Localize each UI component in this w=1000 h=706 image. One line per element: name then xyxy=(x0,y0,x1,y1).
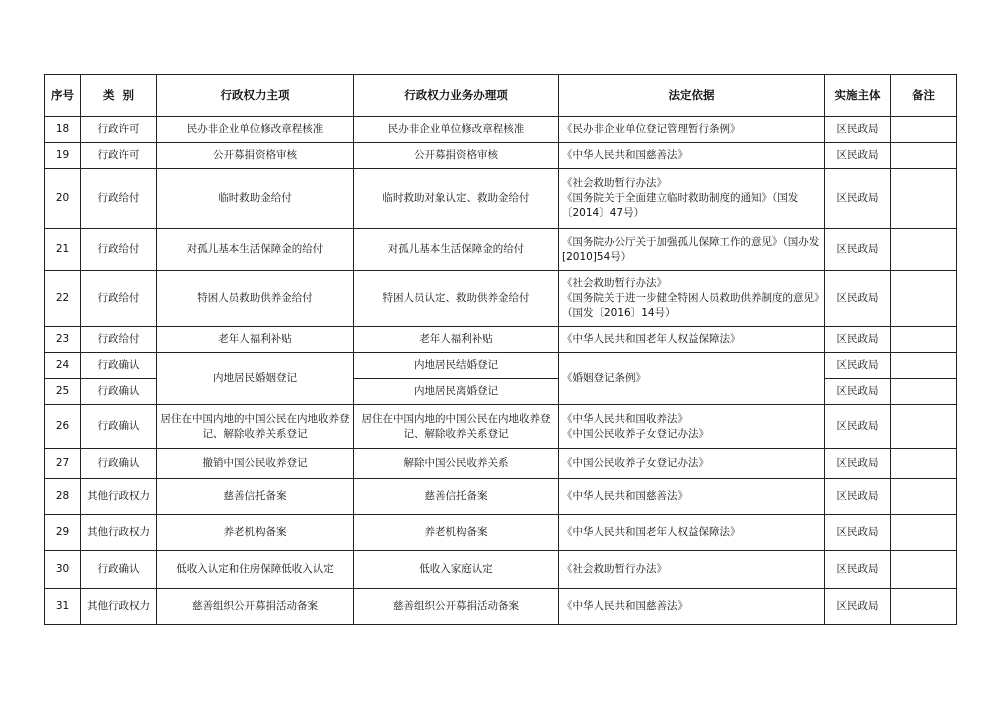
row-power-item: 公开募捐资格审核 xyxy=(157,143,354,169)
row-legal-basis: 《中华人民共和国慈善法》 xyxy=(559,143,825,169)
row-subject: 区民政局 xyxy=(825,449,891,479)
row-legal-basis: 《社会救助暂行办法》 xyxy=(559,551,825,589)
row-category: 行政给付 xyxy=(81,271,157,327)
row-power-item: 撤销中国公民收养登记 xyxy=(157,449,354,479)
row-remark xyxy=(891,405,957,449)
row-subject: 区民政局 xyxy=(825,589,891,625)
row-business-item: 老年人福利补贴 xyxy=(354,327,559,353)
row-category: 行政给付 xyxy=(81,229,157,271)
row-category: 行政确认 xyxy=(81,551,157,589)
table-row xyxy=(45,551,957,589)
row-no: 26 xyxy=(45,405,81,449)
table-row xyxy=(45,589,957,625)
row-no: 18 xyxy=(45,117,81,143)
row-subject: 区民政局 xyxy=(825,479,891,515)
row-remark xyxy=(891,479,957,515)
row-subject: 区民政局 xyxy=(825,143,891,169)
row-no: 27 xyxy=(45,449,81,479)
row-business-item: 慈善组织公开募捐活动备案 xyxy=(354,589,559,625)
row-power-item: 对孤儿基本生活保障金的给付 xyxy=(157,229,354,271)
row-remark xyxy=(891,515,957,551)
row-no: 21 xyxy=(45,229,81,271)
row-business-item: 内地居民离婚登记 xyxy=(354,379,559,405)
row-power-item: 民办非企业单位修改章程核准 xyxy=(157,117,354,143)
row-subject: 区民政局 xyxy=(825,515,891,551)
row-business-item: 养老机构备案 xyxy=(354,515,559,551)
row-no: 30 xyxy=(45,551,81,589)
row-no: 25 xyxy=(45,379,81,405)
row-legal-basis: 《中华人民共和国慈善法》 xyxy=(559,479,825,515)
row-remark xyxy=(891,117,957,143)
row-business-item: 民办非企业单位修改章程核准 xyxy=(354,117,559,143)
header-power-item: 行政权力主项 xyxy=(157,75,354,117)
header-category: 类 别 xyxy=(81,75,157,117)
row-subject: 区民政局 xyxy=(825,353,891,379)
row-no: 29 xyxy=(45,515,81,551)
table-row xyxy=(45,327,957,353)
row-category: 行政确认 xyxy=(81,379,157,405)
row-category: 行政许可 xyxy=(81,117,157,143)
row-remark xyxy=(891,449,957,479)
row-subject: 区民政局 xyxy=(825,551,891,589)
row-category: 其他行政权力 xyxy=(81,589,157,625)
row-legal-basis: 《中华人民共和国收养法》 《中国公民收养子女登记办法》 xyxy=(559,405,825,449)
row-business-item: 慈善信托备案 xyxy=(354,479,559,515)
row-subject: 区民政局 xyxy=(825,379,891,405)
row-no: 24 xyxy=(45,353,81,379)
row-subject: 区民政局 xyxy=(825,271,891,327)
row-category: 行政确认 xyxy=(81,353,157,379)
header-no: 序号 xyxy=(45,75,81,117)
row-business-item: 解除中国公民收养关系 xyxy=(354,449,559,479)
row-category: 行政确认 xyxy=(81,405,157,449)
row-power-item: 慈善组织公开募捐活动备案 xyxy=(157,589,354,625)
table-row xyxy=(45,117,957,143)
row-no: 19 xyxy=(45,143,81,169)
row-power-item: 特困人员救助供养金给付 xyxy=(157,271,354,327)
row-business-item: 临时救助对象认定、救助金给付 xyxy=(354,169,559,229)
row-business-item: 对孤儿基本生活保障金的给付 xyxy=(354,229,559,271)
table-row xyxy=(45,405,957,449)
row-power-item: 慈善信托备案 xyxy=(157,479,354,515)
table-row xyxy=(45,515,957,551)
table-row xyxy=(45,271,957,327)
row-business-item: 内地居民结婚登记 xyxy=(354,353,559,379)
row-remark xyxy=(891,379,957,405)
row-category: 其他行政权力 xyxy=(81,515,157,551)
row-category: 行政许可 xyxy=(81,143,157,169)
row-business-item: 特困人员认定、救助供养金给付 xyxy=(354,271,559,327)
row-remark xyxy=(891,169,957,229)
row-category: 行政确认 xyxy=(81,449,157,479)
row-no: 22 xyxy=(45,271,81,327)
row-no: 28 xyxy=(45,479,81,515)
header-legal-basis: 法定依据 xyxy=(559,75,825,117)
row-power-item: 居住在中国内地的中国公民在内地收养登记、解除收养关系登记 xyxy=(157,405,354,449)
row-subject: 区民政局 xyxy=(825,405,891,449)
table-row xyxy=(45,143,957,169)
table-row xyxy=(45,449,957,479)
row-legal-basis: 《中华人民共和国老年人权益保障法》 xyxy=(559,515,825,551)
row-no: 20 xyxy=(45,169,81,229)
header-remark: 备注 xyxy=(891,75,957,117)
row-power-item: 临时救助金给付 xyxy=(157,169,354,229)
row-power-item: 低收入认定和住房保障低收入认定 xyxy=(157,551,354,589)
table-row xyxy=(45,169,957,229)
row-legal-basis: 《社会救助暂行办法》 《国务院关于进一步健全特困人员救助供养制度的意见》（国发〔2016〕14号） xyxy=(559,271,825,327)
row-remark xyxy=(891,327,957,353)
row-no: 23 xyxy=(45,327,81,353)
row-remark xyxy=(891,551,957,589)
row-remark xyxy=(891,353,957,379)
row-remark xyxy=(891,143,957,169)
row-power-item: 内地居民婚姻登记 xyxy=(157,353,354,405)
row-power-item: 老年人福利补贴 xyxy=(157,327,354,353)
row-remark xyxy=(891,589,957,625)
row-legal-basis: 《中华人民共和国老年人权益保障法》 xyxy=(559,327,825,353)
row-no: 31 xyxy=(45,589,81,625)
row-subject: 区民政局 xyxy=(825,327,891,353)
header-row xyxy=(45,75,957,117)
row-legal-basis: 《中国公民收养子女登记办法》 xyxy=(559,449,825,479)
power-list-table xyxy=(44,74,957,625)
row-subject: 区民政局 xyxy=(825,117,891,143)
table-row xyxy=(45,353,957,379)
row-subject: 区民政局 xyxy=(825,229,891,271)
row-category: 行政给付 xyxy=(81,327,157,353)
row-remark xyxy=(891,271,957,327)
row-business-item: 低收入家庭认定 xyxy=(354,551,559,589)
row-remark xyxy=(891,229,957,271)
table-row xyxy=(45,229,957,271)
row-power-item: 养老机构备案 xyxy=(157,515,354,551)
row-business-item: 居住在中国内地的中国公民在内地收养登记、解除收养关系登记 xyxy=(354,405,559,449)
row-legal-basis: 《婚姻登记条例》 xyxy=(559,353,825,405)
row-legal-basis: 《民办非企业单位登记管理暂行条例》 xyxy=(559,117,825,143)
row-legal-basis: 《社会救助暂行办法》 《国务院关于全面建立临时救助制度的通知》（国发〔2014〕47号） xyxy=(559,169,825,229)
row-category: 其他行政权力 xyxy=(81,479,157,515)
table-row xyxy=(45,479,957,515)
row-category: 行政给付 xyxy=(81,169,157,229)
row-legal-basis: 《中华人民共和国慈善法》 xyxy=(559,589,825,625)
header-business-item: 行政权力业务办理项 xyxy=(354,75,559,117)
row-subject: 区民政局 xyxy=(825,169,891,229)
header-subject: 实施主体 xyxy=(825,75,891,117)
row-legal-basis: 《国务院办公厅关于加强孤儿保障工作的意见》（国办发[2010]54号） xyxy=(559,229,825,271)
row-business-item: 公开募捐资格审核 xyxy=(354,143,559,169)
